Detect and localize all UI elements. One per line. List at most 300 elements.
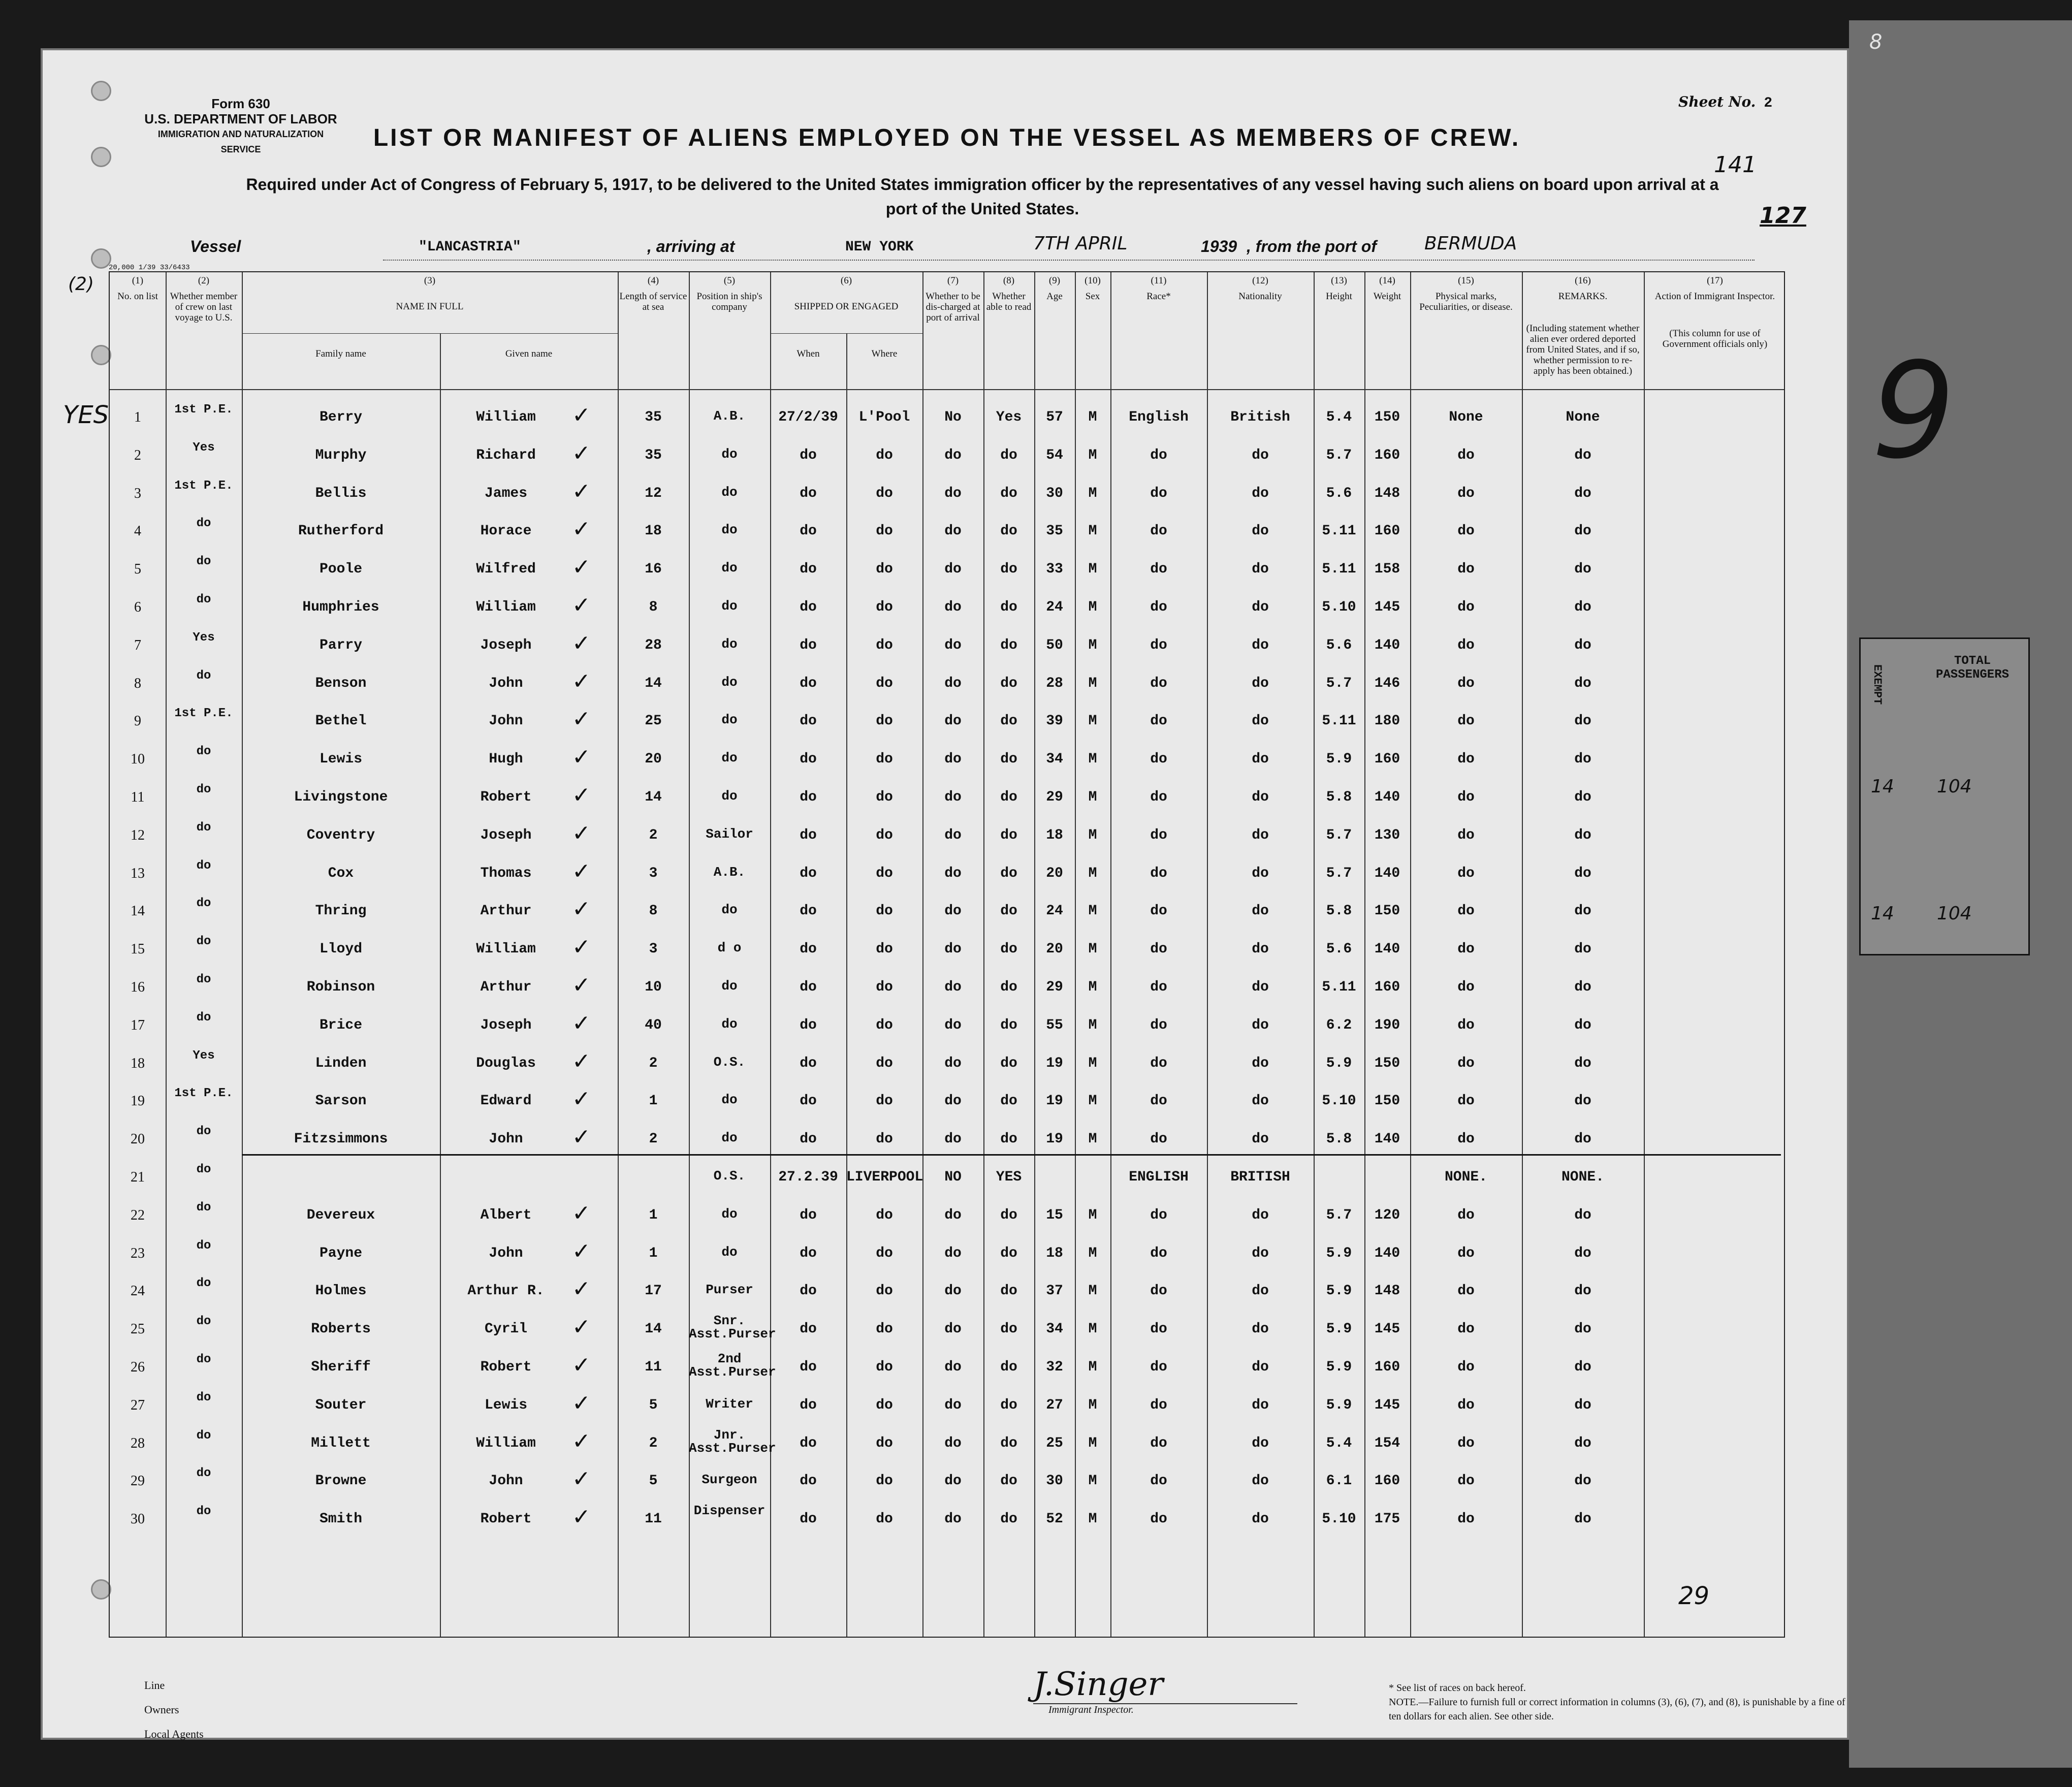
physical-marks: do — [1457, 599, 1475, 615]
sex: M — [1088, 1207, 1097, 1223]
remarks: do — [1574, 1359, 1591, 1375]
sex: M — [1088, 751, 1097, 768]
checkmark-icon: ✓ — [572, 1124, 591, 1151]
ship-position: do — [721, 712, 738, 728]
nationality: do — [1252, 713, 1269, 729]
ship-position: 2nd Asst.Purser — [689, 1351, 776, 1380]
shipped-when: do — [800, 1359, 817, 1375]
remarks: do — [1574, 561, 1591, 578]
remarks: do — [1574, 599, 1591, 615]
ship-position: do — [721, 522, 738, 538]
shipped-where: do — [876, 485, 893, 501]
shipped-when: do — [800, 979, 817, 995]
race: do — [1150, 1207, 1167, 1223]
weight: 140 — [1374, 1131, 1400, 1147]
discharged-at-arrival: do — [944, 637, 962, 653]
physical-marks: do — [1457, 827, 1475, 843]
row-number: 24 — [131, 1283, 145, 1299]
column-header-12 — [1207, 275, 1314, 302]
discharged-at-arrival: do — [944, 1093, 962, 1109]
shipped-where: do — [876, 903, 893, 919]
row-number: 18 — [131, 1055, 145, 1071]
weight: 120 — [1374, 1207, 1400, 1223]
column-label: Whether member of crew on last voyage to U.S. — [170, 291, 238, 323]
length-of-service: 2 — [649, 827, 658, 843]
discharged-at-arrival: do — [944, 865, 962, 881]
race: do — [1150, 1093, 1167, 1109]
table-row — [110, 779, 1784, 817]
shipped-where: do — [876, 713, 893, 729]
family-name: Millett — [311, 1435, 371, 1451]
crew-last-voyage: Yes — [193, 1048, 215, 1063]
given-name: Horace — [480, 523, 532, 539]
shipped-where: do — [876, 1397, 893, 1413]
able-to-read: do — [1000, 561, 1017, 578]
shipped-where: do — [876, 1055, 893, 1071]
column-label: Height — [1326, 291, 1352, 302]
length-of-service: 18 — [645, 523, 662, 539]
row-number: 29 — [131, 1473, 145, 1489]
ship-position: O.S. — [713, 1054, 746, 1070]
discharged-at-arrival: do — [944, 1055, 962, 1071]
column-label: SHIPPED OR ENGAGED — [794, 301, 899, 312]
subheader-inspector-note: (This column for use of Government officials only) — [1662, 328, 1768, 349]
ship-position: do — [721, 636, 738, 652]
race: do — [1150, 827, 1167, 843]
family-name: Berry — [319, 409, 362, 425]
able-to-read: do — [1000, 1511, 1017, 1527]
given-name: John — [489, 1473, 523, 1489]
race: do — [1150, 637, 1167, 653]
checkmark-icon: ✓ — [572, 1086, 591, 1112]
able-to-read: do — [1000, 1017, 1017, 1033]
ship-position: do — [721, 1130, 738, 1146]
height: 5.6 — [1326, 485, 1352, 501]
sex: M — [1088, 1131, 1097, 1147]
given-name: Richard — [476, 447, 536, 463]
form-label: Form 630 — [211, 96, 270, 111]
footnote-penalty: NOTE.—Failure to furnish full or correct information in columns (3), (6), (7), and (8), is punishable by a fine of ten dollars for each alien. See other side. — [1389, 1697, 1845, 1722]
family-name: Holmes — [315, 1283, 367, 1299]
sex: M — [1088, 903, 1097, 919]
given-name: William — [476, 1435, 536, 1451]
age: 30 — [1046, 485, 1063, 501]
shipped-when: do — [800, 599, 817, 615]
weight: 140 — [1374, 1245, 1400, 1261]
race: do — [1150, 713, 1167, 729]
age: 25 — [1046, 1435, 1063, 1451]
subheader-where: Where — [871, 348, 898, 359]
column-number: (4) — [647, 275, 659, 286]
length-of-service: 11 — [645, 1359, 662, 1375]
length-of-service: 1 — [649, 1093, 658, 1109]
ship-position: A.B. — [713, 408, 746, 424]
race: do — [1150, 1321, 1167, 1337]
crew-last-voyage: 1st P.E. — [174, 1087, 233, 1101]
height: 5.4 — [1326, 1435, 1352, 1451]
family-name: Thring — [315, 903, 367, 919]
shipped-when: do — [800, 675, 817, 691]
able-to-read: do — [1000, 1093, 1017, 1109]
row-number: 4 — [134, 523, 141, 539]
crew-last-voyage: do — [196, 745, 211, 759]
footnote-races: * See list of races on back hereof. — [1389, 1682, 1526, 1694]
age: 33 — [1046, 561, 1063, 578]
sheet-label: Sheet No. — [1678, 93, 1756, 110]
ship-position: do — [721, 1092, 738, 1108]
column-number: (9) — [1048, 275, 1061, 286]
physical-marks: do — [1457, 1321, 1475, 1337]
nationality: do — [1252, 1055, 1269, 1071]
shipped-when: do — [800, 789, 817, 805]
race: English — [1129, 409, 1189, 425]
able-to-read: do — [1000, 637, 1017, 653]
column-label: Length of service at sea — [619, 291, 687, 312]
crew-last-voyage: do — [196, 820, 211, 835]
department-name: U.S. DEPARTMENT OF LABOR — [144, 111, 337, 126]
table-row — [110, 589, 1784, 627]
given-name: Lewis — [484, 1397, 527, 1413]
height: 5.7 — [1326, 675, 1352, 691]
sheet-number-value: 2 — [1764, 95, 1773, 111]
given-name: Wilfred — [476, 561, 536, 578]
age: 18 — [1046, 827, 1063, 843]
tally-row2-total: 104 — [1937, 903, 1972, 924]
family-name: Bethel — [315, 713, 367, 729]
row-number: 23 — [131, 1245, 145, 1261]
age: 20 — [1046, 941, 1063, 958]
shipped-where: do — [876, 789, 893, 805]
crew-last-voyage: do — [196, 897, 211, 911]
column-number: (10) — [1085, 275, 1101, 286]
remarks: do — [1574, 1131, 1591, 1147]
checkmark-icon: ✓ — [572, 516, 591, 543]
family-name: Bellis — [315, 485, 367, 501]
discharged-at-arrival: do — [944, 903, 962, 919]
sex: M — [1088, 827, 1097, 843]
remarks: do — [1574, 1397, 1591, 1413]
given-name: Thomas — [480, 865, 532, 881]
nationality: do — [1252, 789, 1269, 805]
sex: M — [1088, 1017, 1097, 1033]
checkmark-icon: ✓ — [572, 630, 591, 656]
shipped-where: do — [876, 1017, 893, 1033]
given-name: Douglas — [476, 1055, 536, 1071]
checkmark-icon: ✓ — [572, 1238, 591, 1264]
physical-marks: do — [1457, 1245, 1475, 1261]
checkmark-icon: ✓ — [572, 668, 591, 694]
service-name: IMMIGRATION AND NATURALIZATION SERVICE — [157, 129, 324, 154]
able-to-read: do — [1000, 903, 1017, 919]
shipped-where: do — [876, 1093, 893, 1109]
table-row — [110, 475, 1784, 514]
checkmark-icon: ✓ — [572, 744, 591, 771]
remarks: do — [1574, 751, 1591, 768]
given-name: Robert — [480, 1359, 532, 1375]
crew-last-voyage: do — [196, 783, 211, 796]
family-name: Sheriff — [311, 1359, 371, 1375]
table-row — [110, 969, 1784, 1007]
column-header-2 — [166, 275, 242, 323]
row-number: 20 — [131, 1131, 145, 1147]
table-row — [110, 1007, 1784, 1045]
nationality: do — [1252, 941, 1269, 958]
crew-last-voyage: do — [196, 593, 211, 607]
height: 5.9 — [1326, 1359, 1352, 1375]
given-name: William — [476, 941, 536, 958]
checkmark-icon: ✓ — [572, 706, 591, 732]
inspector-signature-block — [1033, 1666, 1297, 1716]
footer-line-label: Line — [144, 1679, 165, 1692]
shipped-when: do — [800, 1321, 817, 1337]
table-row — [110, 551, 1784, 589]
length-of-service: 28 — [645, 637, 662, 653]
table-row — [110, 1311, 1784, 1349]
ship-position: Sailor — [706, 826, 753, 842]
discharged-at-arrival: do — [944, 1511, 962, 1527]
crew-last-voyage: do — [196, 1428, 211, 1443]
shipped-when: do — [800, 561, 817, 578]
able-to-read: do — [1000, 485, 1017, 501]
vessel-label: Vessel — [190, 237, 241, 256]
discharged-at-arrival: do — [944, 523, 962, 539]
row-number: 5 — [134, 561, 141, 578]
row-number: 10 — [131, 751, 145, 768]
family-name: Coventry — [306, 827, 375, 843]
given-name: Arthur — [480, 979, 532, 995]
shipped-where: do — [876, 1321, 893, 1337]
footer-agents-label: Local Agents — [144, 1728, 204, 1740]
column-number: (11) — [1151, 275, 1167, 286]
weight: 150 — [1374, 1055, 1400, 1071]
race: ENGLISH — [1129, 1169, 1189, 1185]
remarks: do — [1574, 827, 1591, 843]
sex: M — [1088, 1093, 1097, 1109]
column-header-8 — [983, 275, 1034, 312]
checkmark-icon: ✓ — [572, 934, 591, 961]
weight: 140 — [1374, 637, 1400, 653]
crew-last-voyage: do — [196, 1238, 211, 1253]
crew-last-voyage: Yes — [193, 630, 215, 645]
able-to-read: do — [1000, 1207, 1017, 1223]
length-of-service: 16 — [645, 561, 662, 578]
length-of-service: 8 — [649, 903, 658, 919]
nationality: do — [1252, 1017, 1269, 1033]
age: 55 — [1046, 1017, 1063, 1033]
family-name: Devereux — [306, 1207, 375, 1223]
nationality: do — [1252, 447, 1269, 463]
race: do — [1150, 751, 1167, 768]
physical-marks: do — [1457, 903, 1475, 919]
discharged-at-arrival: do — [944, 979, 962, 995]
age: 54 — [1046, 447, 1063, 463]
column-header-11 — [1110, 275, 1207, 302]
nationality: do — [1252, 903, 1269, 919]
able-to-read: do — [1000, 1321, 1017, 1337]
age: 34 — [1046, 1321, 1063, 1337]
crew-last-voyage: do — [196, 1315, 211, 1329]
remarks: do — [1574, 637, 1591, 653]
shipped-where: do — [876, 1283, 893, 1299]
shipped-where: do — [876, 637, 893, 653]
remarks: do — [1574, 865, 1591, 881]
page-marker: 127 — [1760, 203, 1806, 229]
family-name: Robinson — [306, 979, 375, 995]
physical-marks: None — [1449, 409, 1483, 425]
column-number: (7) — [947, 275, 959, 286]
column-number: (3) — [424, 275, 436, 286]
shipped-when: 27/2/39 — [778, 409, 838, 425]
shipped-when: do — [800, 865, 817, 881]
discharged-at-arrival: do — [944, 1473, 962, 1489]
ship-position: do — [721, 1244, 738, 1260]
table-row — [110, 855, 1784, 893]
height: 5.9 — [1326, 1283, 1352, 1299]
crew-last-voyage: 1st P.E. — [174, 478, 233, 493]
row-number: 27 — [131, 1397, 145, 1413]
tally-total-label: TOTAL PASSENGERS — [1935, 654, 2010, 682]
row-number: 22 — [131, 1207, 145, 1223]
weight: 160 — [1374, 979, 1400, 995]
race: do — [1150, 675, 1167, 691]
discharged-at-arrival: do — [944, 1207, 962, 1223]
length-of-service: 5 — [649, 1473, 658, 1489]
race: do — [1150, 599, 1167, 615]
shipped-where: do — [876, 1511, 893, 1527]
inspector-signature: J.Singer — [1033, 1666, 1163, 1703]
shipped-when: do — [800, 751, 817, 768]
remarks: do — [1574, 1055, 1591, 1071]
table-row — [110, 665, 1784, 704]
table-row — [110, 1425, 1784, 1463]
column-label: REMARKS. — [1558, 291, 1608, 302]
column-label: Nationality — [1238, 291, 1282, 302]
checkmark-icon: ✓ — [572, 1352, 591, 1378]
nationality: do — [1252, 979, 1269, 995]
age: 50 — [1046, 637, 1063, 653]
column-number: (15) — [1458, 275, 1474, 286]
ship-position: Snr. Asst.Purser — [689, 1313, 776, 1342]
shipped-when: do — [800, 1017, 817, 1033]
ship-position: do — [721, 598, 738, 614]
remarks: do — [1574, 675, 1591, 691]
shipped-where: LIVERPOOL — [846, 1169, 923, 1185]
shipped-when: do — [800, 1397, 817, 1413]
length-of-service: 5 — [649, 1397, 658, 1413]
ship-position: do — [721, 674, 738, 690]
discharged-at-arrival: do — [944, 1283, 962, 1299]
given-name: John — [489, 713, 523, 729]
physical-marks: do — [1457, 1093, 1475, 1109]
able-to-read: do — [1000, 979, 1017, 995]
weight: 154 — [1374, 1435, 1400, 1451]
sex: M — [1088, 979, 1097, 995]
given-name: Joseph — [480, 1017, 532, 1033]
age: 19 — [1046, 1055, 1063, 1071]
race: do — [1150, 561, 1167, 578]
able-to-read: do — [1000, 789, 1017, 805]
column-header-6 — [770, 275, 922, 312]
family-name: Benson — [315, 675, 367, 691]
nationality: do — [1252, 1093, 1269, 1109]
race: do — [1150, 1017, 1167, 1033]
arriving-label: , arriving at — [647, 237, 735, 256]
given-name: Arthur R. — [467, 1283, 545, 1299]
race: do — [1150, 865, 1167, 881]
nationality: do — [1252, 1397, 1269, 1413]
nationality: do — [1252, 865, 1269, 881]
length-of-service: 2 — [649, 1055, 658, 1071]
crew-last-voyage: do — [196, 1200, 211, 1215]
height: 5.8 — [1326, 1131, 1352, 1147]
discharged-at-arrival: do — [944, 675, 962, 691]
row-number: 14 — [131, 903, 145, 919]
column-label: Physical marks, Peculiarities, or disease. — [1419, 291, 1513, 312]
ship-position: do — [721, 446, 738, 462]
ship-position: do — [721, 902, 738, 918]
row-number: 28 — [131, 1435, 145, 1451]
sex: M — [1088, 409, 1097, 425]
shipped-when: do — [800, 523, 817, 539]
age: 18 — [1046, 1245, 1063, 1261]
discharged-at-arrival: do — [944, 1245, 962, 1261]
height: 5.10 — [1322, 1511, 1356, 1527]
nationality: do — [1252, 675, 1269, 691]
family-name: Sarson — [315, 1093, 367, 1109]
able-to-read: do — [1000, 1055, 1017, 1071]
ship-position: O.S. — [713, 1168, 746, 1184]
family-name: Lloyd — [319, 941, 362, 958]
height: 5.8 — [1326, 789, 1352, 805]
column-label: No. on list — [117, 291, 158, 302]
footnote — [1389, 1681, 1846, 1724]
given-name: Cyril — [484, 1321, 527, 1337]
shipped-when: do — [800, 485, 817, 501]
given-name: Arthur — [480, 903, 532, 919]
able-to-read: YES — [996, 1169, 1022, 1185]
shipped-when: do — [800, 1207, 817, 1223]
weight: 160 — [1374, 1473, 1400, 1489]
physical-marks: do — [1457, 1511, 1475, 1527]
physical-marks: do — [1457, 1435, 1475, 1451]
checkmark-icon: ✓ — [572, 1314, 591, 1341]
length-of-service: 17 — [645, 1283, 662, 1299]
remarks: do — [1574, 979, 1591, 995]
given-name: William — [476, 409, 536, 425]
crew-last-voyage: do — [196, 973, 211, 986]
able-to-read: do — [1000, 447, 1017, 463]
column-number: (13) — [1331, 275, 1347, 286]
crew-last-voyage: do — [196, 555, 211, 569]
ship-position: Jnr. Asst.Purser — [689, 1427, 776, 1456]
age: 37 — [1046, 1283, 1063, 1299]
column-label: Sex — [1085, 291, 1100, 302]
race: do — [1150, 1511, 1167, 1527]
margin-annotation-yes: YES — [63, 401, 109, 429]
sheet-number — [1678, 93, 1772, 111]
sex: M — [1088, 865, 1097, 881]
tally-row1-exempt: 14 — [1871, 776, 1894, 797]
length-of-service: 3 — [649, 941, 658, 958]
physical-marks: do — [1457, 447, 1475, 463]
height: 5.10 — [1322, 599, 1356, 615]
row-number: 9 — [134, 713, 141, 729]
physical-marks: do — [1457, 751, 1475, 768]
weight: 158 — [1374, 561, 1400, 578]
checkmark-icon: ✓ — [572, 1200, 591, 1226]
height: 5.8 — [1326, 903, 1352, 919]
given-name: John — [489, 675, 523, 691]
